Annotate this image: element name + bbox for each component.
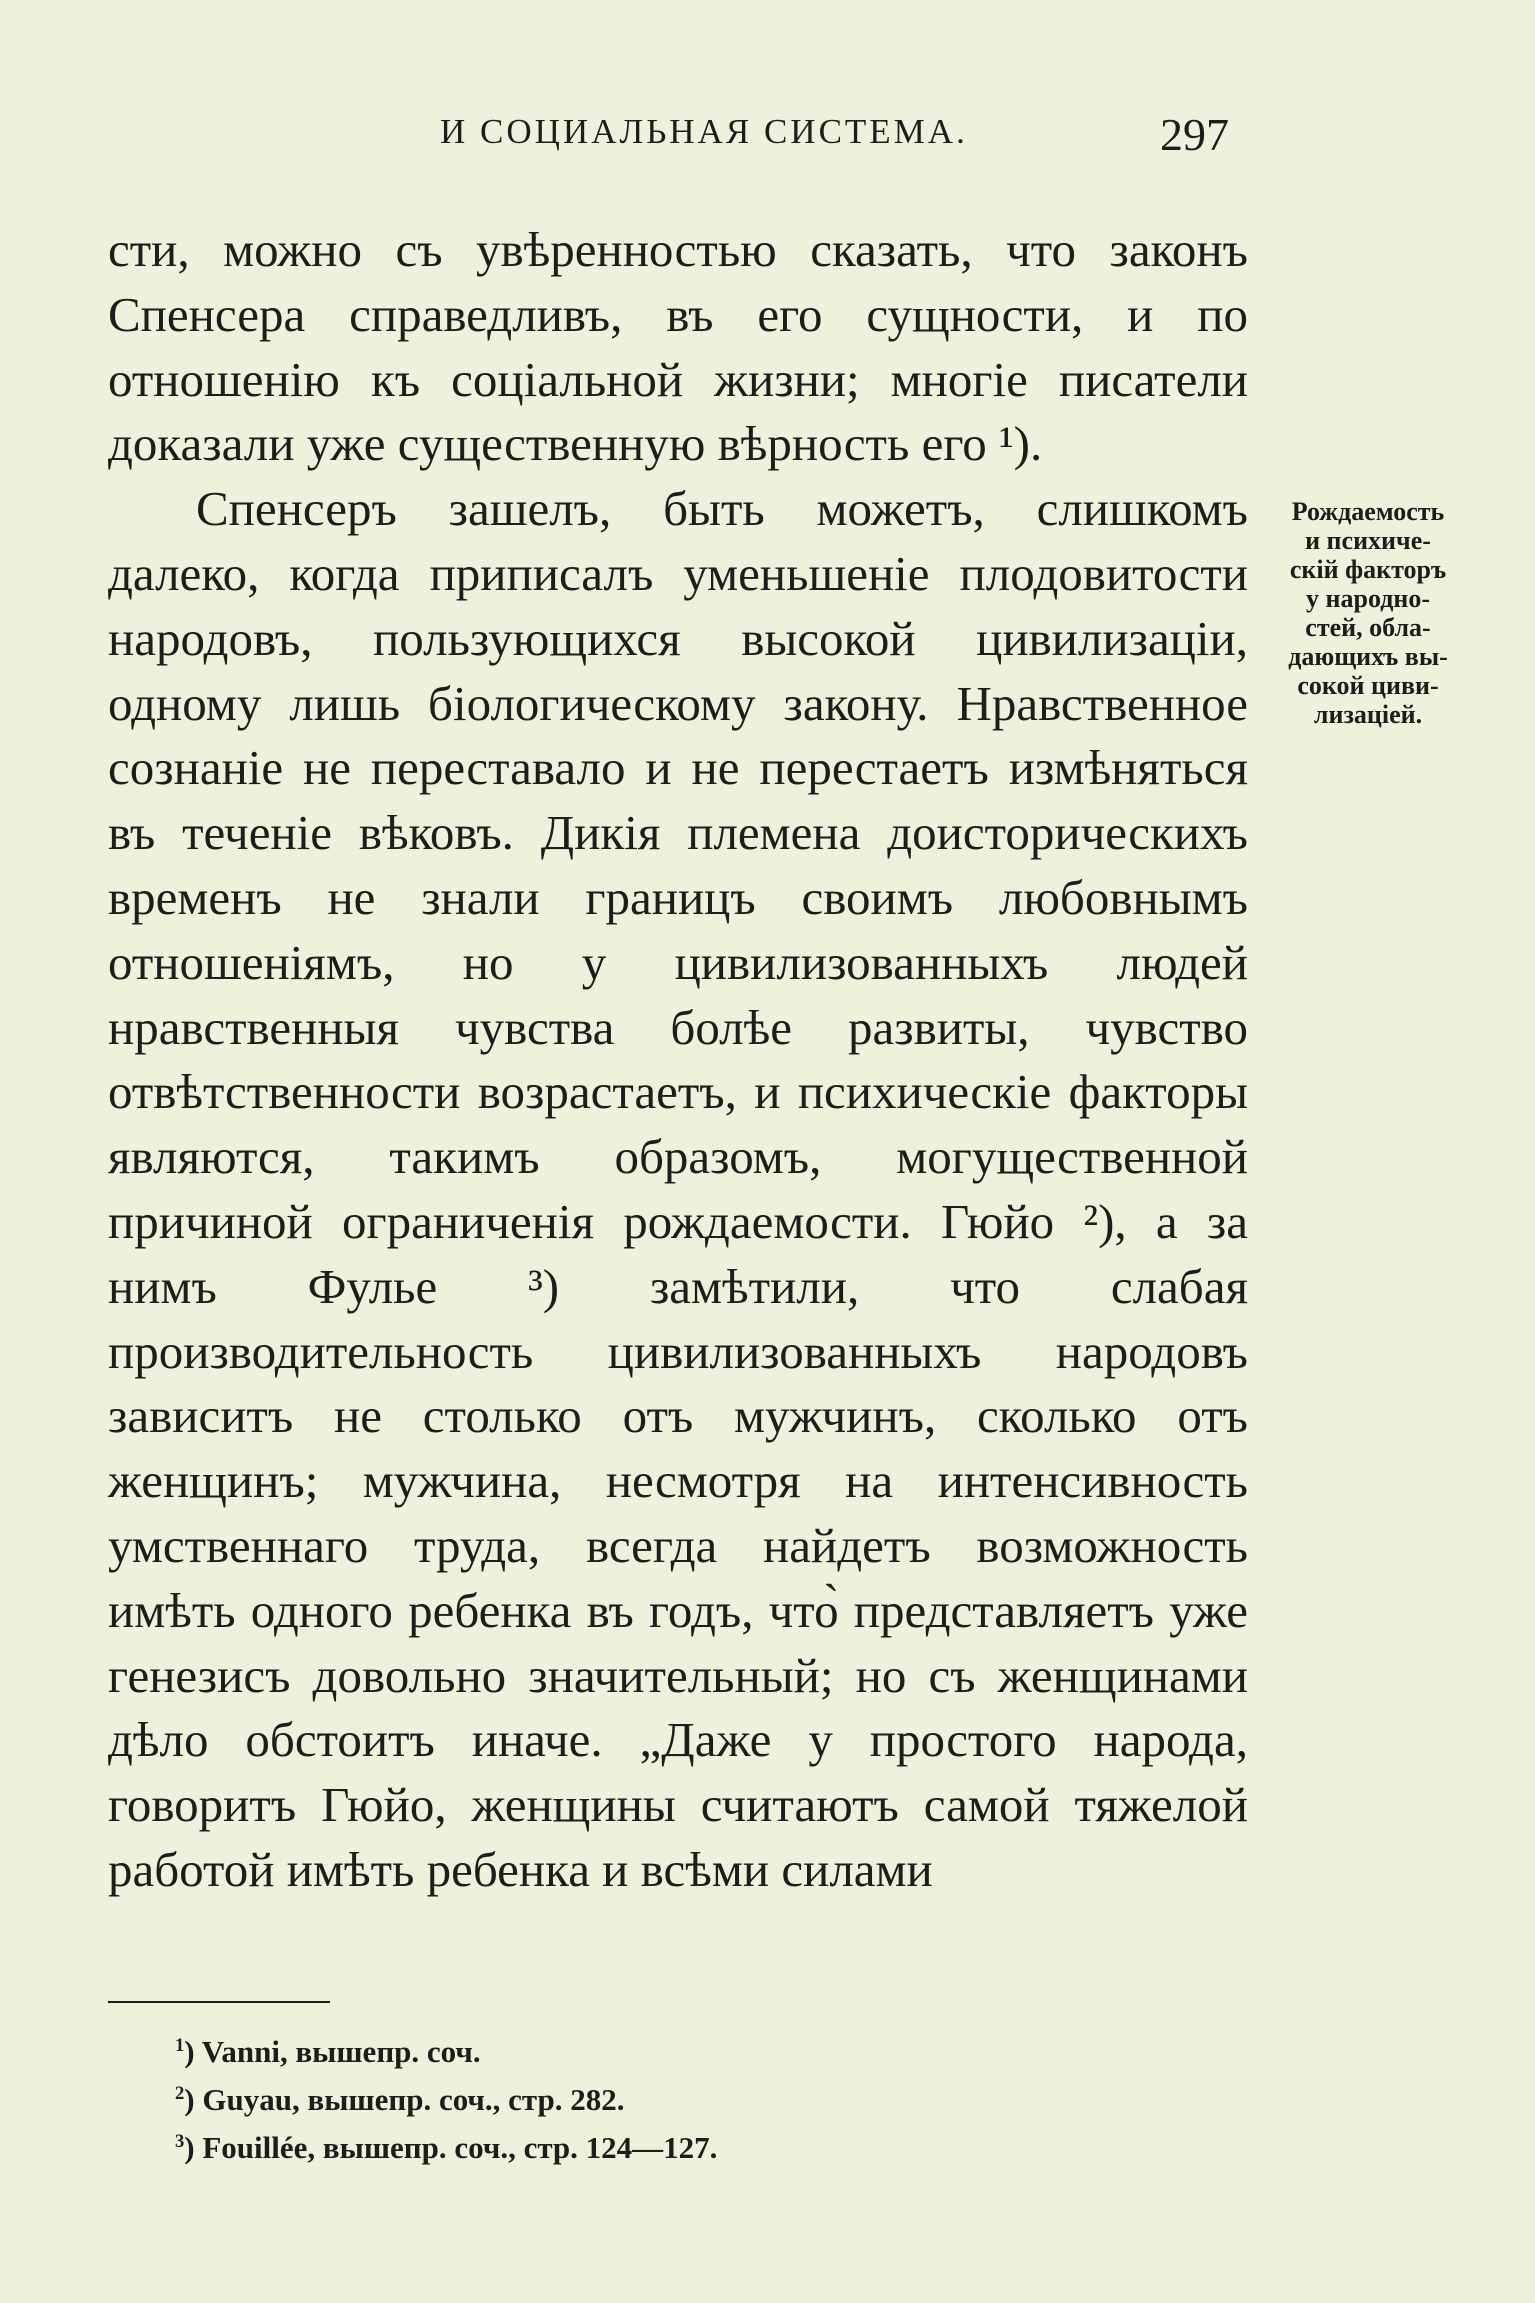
paragraph: сти, можно съ увѣренностью сказать, что законъ Спенсера справедливъ, въ его сущности, и по отношенію къ соціальной жизни; многіе писатели доказали уже существенную вѣрность его ¹). (108, 222, 1248, 472)
footnote (175, 2076, 1075, 2124)
footnote-text: ) Vanni, вышепр. соч. (184, 2034, 481, 2069)
footnote-mark: 1 (175, 2034, 185, 2056)
footnote-divider (108, 2001, 330, 2003)
margin-note-line: у народно- (1306, 584, 1430, 613)
main-text (108, 218, 1248, 1903)
footnote (175, 2124, 1075, 2172)
running-head: И СОЦИАЛЬНАЯ СИСТЕМА. (440, 112, 968, 151)
margin-note-line: и психиче- (1305, 526, 1431, 555)
margin-note-line: дающихъ вы- (1288, 642, 1448, 671)
margin-note-line: Рождаемость (1291, 497, 1445, 526)
margin-note-line: сокой циви- (1297, 671, 1439, 700)
page-header (0, 109, 1535, 162)
margin-note-line: стей, обла- (1305, 613, 1431, 642)
margin-note (1250, 497, 1486, 729)
page-number: 297 (1160, 109, 1229, 160)
margin-note-line: лизаціей. (1313, 700, 1423, 729)
paragraph: Спенсеръ зашелъ, быть можетъ, слишкомъ далеко, когда приписалъ уменьшеніе плодовитости народовъ, пользующихся высокой цивилизаціи, одному лишь біологическому закону. Нравственное сознаніе не переставало и не перестаетъ измѣняться въ теченіе вѣковъ. Дикія племена доисторическихъ временъ не знали границъ своимъ любовнымъ отношеніямъ, но у цивилизованныхъ людей нравственныя чувства болѣе развиты, чувство отвѣтственности возрастаетъ, и психическіе факторы являются, такимъ образомъ, могущественной причиной ограниченія рождаемости. Гюйо ²), а за нимъ Фулье ³) замѣтили, что слабая производительность цивилизованныхъ народовъ зависитъ не столько отъ мужчинъ, сколько отъ женщинъ; мужчина, несмотря на интенсивность умственнаго труда, всегда найдетъ возможность имѣть одного ребенка въ годъ, что̀ представляетъ уже генезисъ довольно значительный; но съ женщинами дѣло обстоитъ иначе. „Даже у простого народа, говоритъ Гюйо, женщины считаютъ самой тяжелой работой имѣть ребенка и всѣми силами (108, 481, 1248, 1897)
footnote-mark: 2 (175, 2082, 185, 2104)
footnotes (175, 2028, 1075, 2172)
footnote-mark: 3 (175, 2130, 185, 2152)
margin-note-line: скій факторъ (1289, 555, 1447, 584)
footnote-text: ) Fouillée, вышепр. соч., стр. 124—127. (184, 2130, 718, 2165)
footnote-text: ) Guyau, вышепр. соч., стр. 282. (184, 2082, 625, 2117)
footnote (175, 2028, 1075, 2076)
